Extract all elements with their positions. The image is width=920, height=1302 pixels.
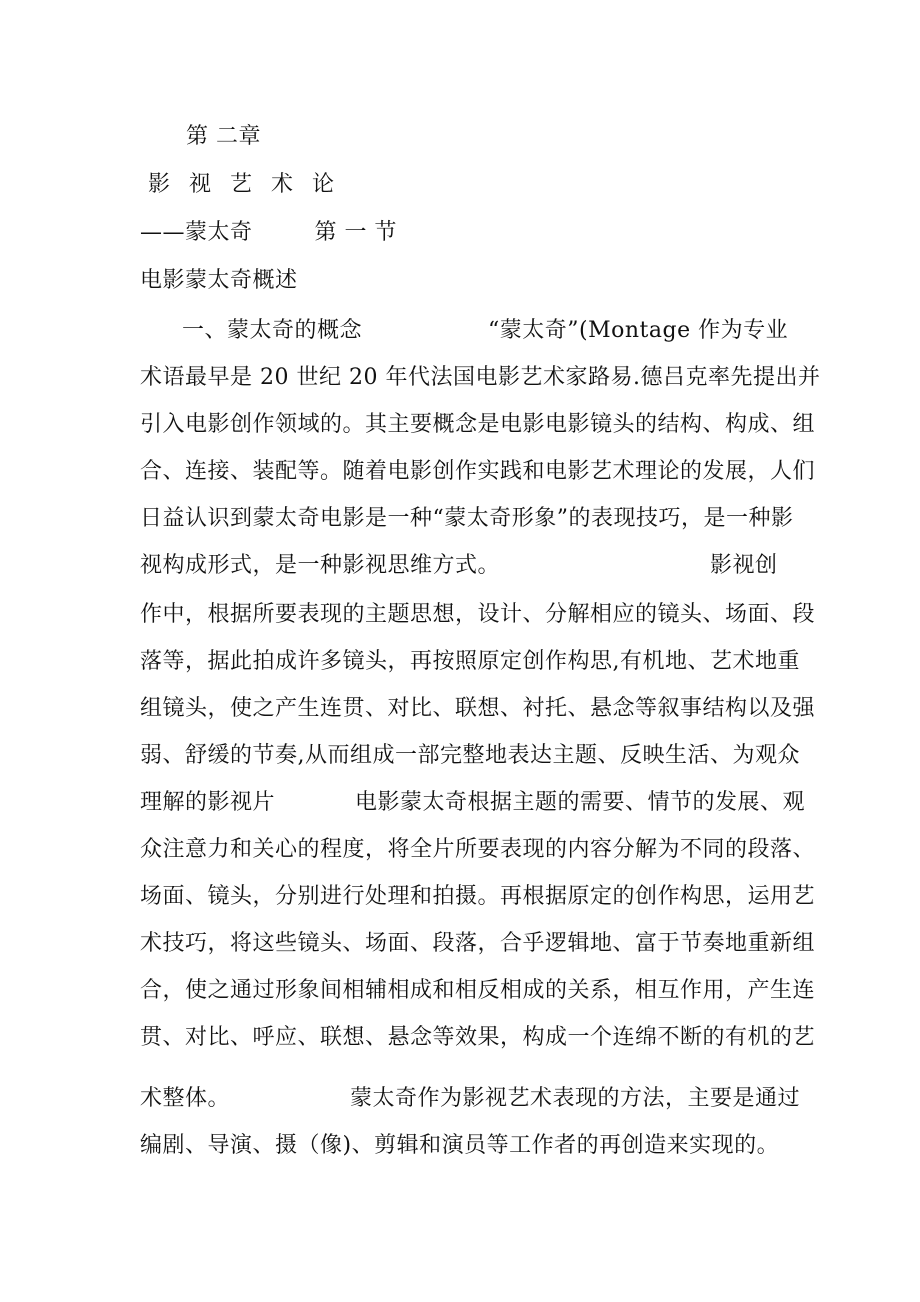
body-line-6 xyxy=(140,551,790,581)
body-line-16: 贯、对比、呼应、联想、悬念等效果，构成一个连绵不断的有机的艺 xyxy=(140,1025,816,1050)
subtitle-line xyxy=(140,218,790,248)
body-line-13: 场面、镜头，分别进行处理和拍摄。再根据原定的创作构思，运用艺 xyxy=(140,884,816,909)
body-line-4: 合、连接、装配等。随着电影创作实践和电影艺术理论的发展，人们 xyxy=(140,459,816,484)
body-text: 影视创 xyxy=(710,553,778,578)
chapter-heading: 第 二章 xyxy=(186,124,261,149)
body-line-14: 术技巧，将这些镜头、场面、段落，合乎逻辑地、富于节奏地重新组 xyxy=(140,931,816,956)
body-line-1 xyxy=(182,316,832,346)
section-number: 第 一 节 xyxy=(314,220,398,245)
subtitle-prefix: ——蒙太奇 xyxy=(140,220,253,245)
body-text: 理解的影视片 xyxy=(140,790,276,815)
body-line-7: 作中，根据所要表现的主题思想，设计、分解相应的镜头、场面、段 xyxy=(140,602,816,627)
body-text: 电影蒙太奇根据主题的需要、情节的发展、观 xyxy=(355,790,806,815)
body-line-11 xyxy=(140,788,806,818)
body-text: “蒙太奇”(Montage 作为专业 xyxy=(488,318,789,343)
body-text: 蒙太奇作为影视艺术表现的方法，主要是通过 xyxy=(350,1086,801,1111)
body-line-9: 组镜头，使之产生连贯、对比、联想、衬托、悬念等叙事结构以及强 xyxy=(140,696,816,721)
body-line-12: 众注意力和关心的程度，将全片所要表现的内容分解为不同的段落、 xyxy=(140,837,816,862)
body-line-2: 术语最早是 20 世纪 20 年代法国电影艺术家路易.德吕克率先提出并 xyxy=(140,365,821,390)
body-line-18: 编剧、导演、摄（像)、剪辑和演员等工作者的再创造来实现的。 xyxy=(140,1133,780,1158)
body-line-17 xyxy=(140,1084,801,1114)
body-line-8: 落等，据此拍成许多镜头，再按照原定创作构思,有机地、艺术地重 xyxy=(140,649,800,674)
body-text: 视构成形式，是一种影视思维方式。 xyxy=(140,553,501,578)
body-text: 术整体。 xyxy=(140,1086,231,1111)
section-title: 电影蒙太奇概述 xyxy=(140,268,298,293)
body-line-10: 弱、舒缓的节奏,从而组成一部完整地表达主题、反映生活、为观众 xyxy=(140,743,800,768)
body-line-3: 引入电影创作领域的。其主要概念是电影电影镜头的结构、构成、组 xyxy=(140,412,816,437)
body-line-15: 合，使之通过形象间相辅相成和相反相成的关系，相互作用，产生连 xyxy=(140,978,816,1003)
body-line-5: 日益认识到蒙太奇电影是一种“蒙太奇形象”的表现技巧，是一种影 xyxy=(140,506,794,531)
book-title: 影 视 艺 术 论 xyxy=(148,172,340,197)
concept-heading: 一、蒙太奇的概念 xyxy=(182,318,363,343)
